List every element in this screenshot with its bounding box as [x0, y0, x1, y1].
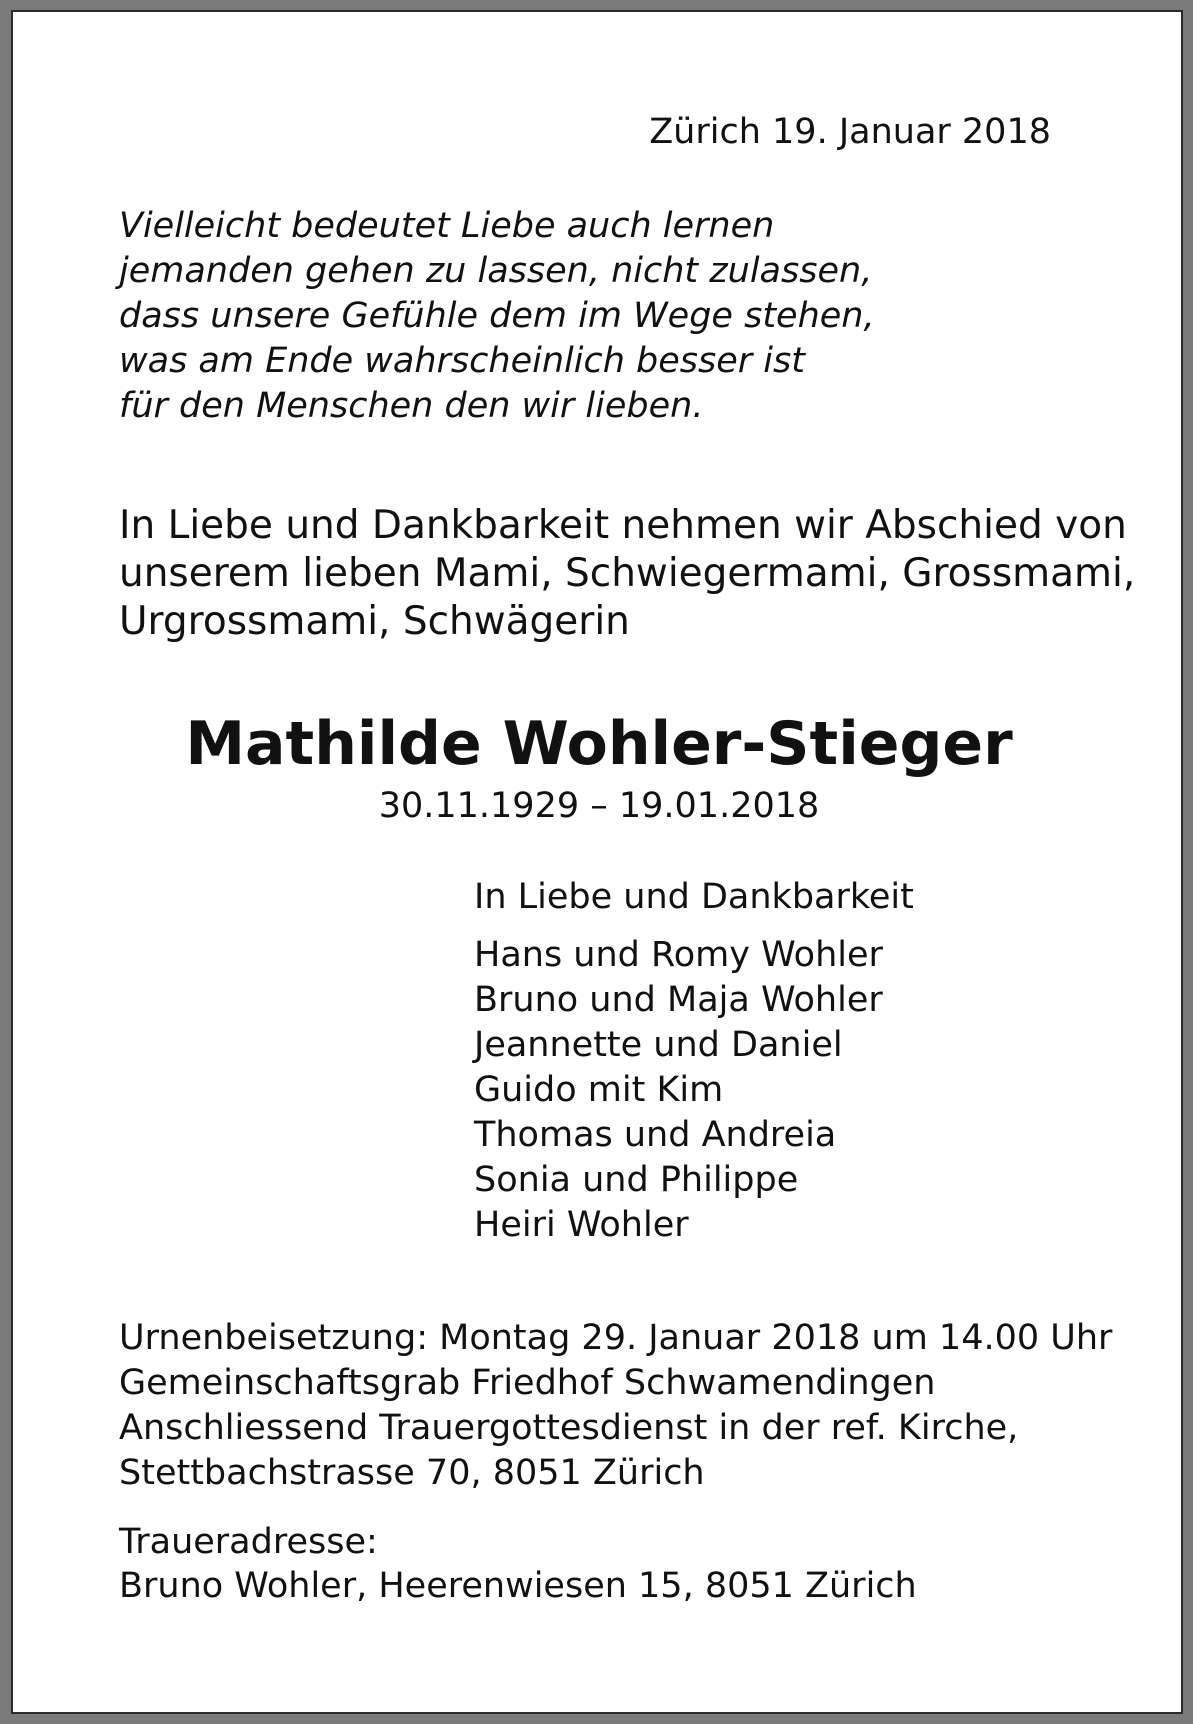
funeral-line: Gemeinschaftsgrab Friedhof Schwamendingen — [119, 1363, 936, 1403]
mourner-name: Guido mit Kim — [474, 1070, 724, 1110]
obituary-notice — [11, 10, 1183, 1714]
mourner-name: Bruno und Maja Wohler — [474, 980, 883, 1020]
mourners-list — [474, 933, 883, 1248]
poem-line: dass unsere Gefühle dem im Wege stehen, — [119, 296, 875, 336]
mourner-name: Hans und Romy Wohler — [474, 935, 883, 975]
mourner-name: Thomas und Andreia — [474, 1115, 837, 1155]
farewell-intro — [119, 502, 1135, 646]
mourners-heading: In Liebe und Dankbarkeit — [474, 877, 914, 917]
mourning-address — [119, 1520, 917, 1608]
place-date: Zürich 19. Januar 2018 — [649, 112, 1051, 152]
address-label: Traueradresse: — [119, 1522, 378, 1562]
mourner-name: Jeannette und Daniel — [474, 1025, 843, 1065]
poem — [119, 204, 875, 429]
poem-line: jemanden gehen zu lassen, nicht zulassen, — [119, 251, 873, 291]
poem-line: für den Menschen den wir lieben. — [119, 386, 704, 426]
intro-line: unserem lieben Mami, Schwiegermami, Grossmami, — [119, 551, 1136, 596]
mourner-name: Sonia und Philippe — [474, 1160, 799, 1200]
funeral-details — [119, 1316, 1112, 1496]
poem-line: Vielleicht bedeutet Liebe auch lernen — [119, 206, 775, 246]
funeral-line: Stettbachstrasse 70, 8051 Zürich — [119, 1453, 705, 1493]
life-dates: 30.11.1929 – 19.01.2018 — [378, 786, 820, 826]
funeral-line: Anschliessend Trauergottesdienst in der ref. Kirche, — [119, 1408, 1019, 1448]
intro-line: Urgrossmami, Schwägerin — [119, 599, 630, 644]
funeral-line: Urnenbeisetzung: Montag 29. Januar 2018 um 14.00 Uhr — [119, 1318, 1113, 1358]
deceased-name: Mathilde Wohler-Stieger — [185, 709, 1013, 779]
address-text: Bruno Wohler, Heerenwiesen 15, 8051 Zürich — [119, 1566, 917, 1606]
intro-line: In Liebe und Dankbarkeit nehmen wir Abschied von — [119, 503, 1127, 548]
mourner-name: Heiri Wohler — [474, 1205, 689, 1245]
poem-line: was am Ende wahrscheinlich besser ist — [119, 341, 805, 381]
